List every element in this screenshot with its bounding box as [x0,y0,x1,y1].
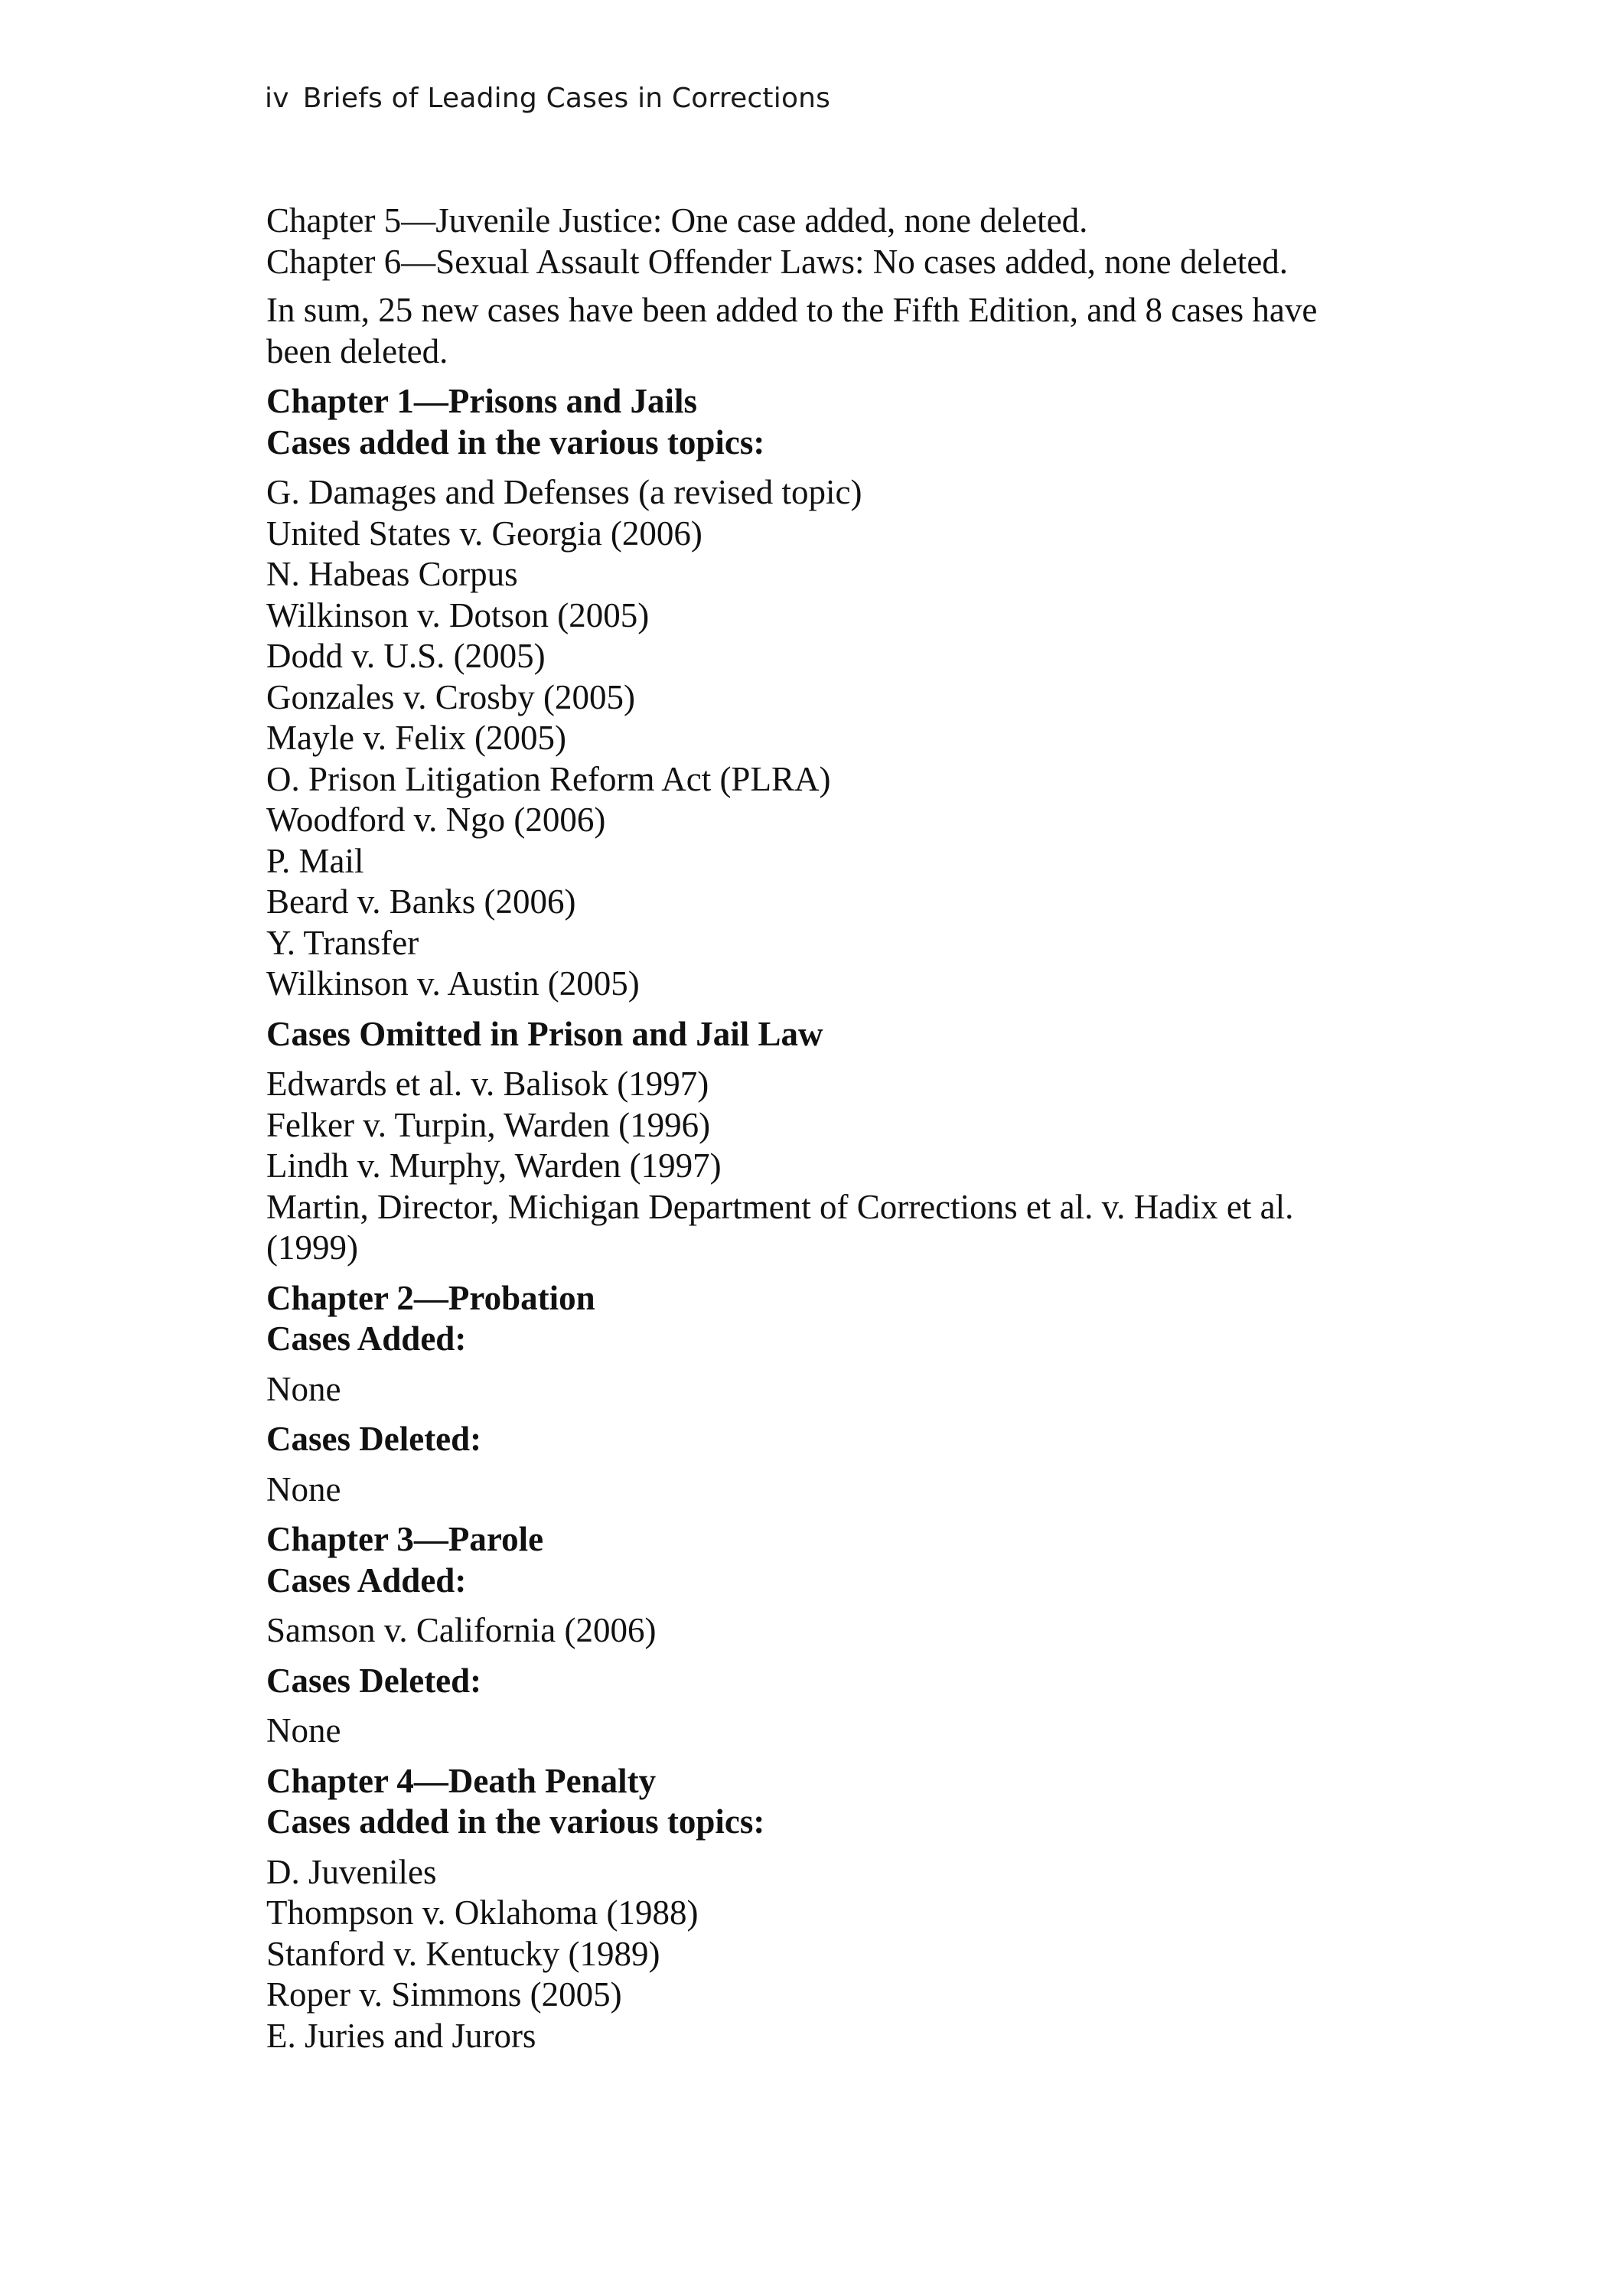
chapter-1-added-list [266,472,1353,1005]
chapter-4-added-list [266,1852,1353,2057]
chapter-1-section [266,381,1353,1269]
summary-paragraph: In sum, 25 new cases have been added to the Fifth Edition, and 8 cases have been deleted. [266,291,1318,370]
chapter-2-deleted-value: None [266,1469,341,1508]
list-item: Y. Transfer [266,923,419,962]
list-item: Wilkinson v. Austin (2005) [266,964,640,1003]
list-item: Felker v. Turpin, Warden (1996) [266,1105,711,1144]
chapter-4-section [266,1761,1353,2057]
chapter-1-omitted-heading: Cases Omitted in Prison and Jail Law [266,1014,823,1053]
list-item: G. Damages and Defenses (a revised topic) [266,473,862,511]
intro-line: Chapter 6—Sexual Assault Offender Laws: No cases added, none deleted. [266,242,1289,281]
page-number: iv [265,83,289,114]
list-item: United States v. Georgia (2006) [266,514,702,553]
list-item: Roper v. Simmons (2005) [266,1975,622,2014]
list-item: E. Juries and Jurors [266,2016,536,2055]
chapter-3-deleted-heading: Cases Deleted: [266,1661,482,1700]
list-item: Dodd v. U.S. (2005) [266,637,546,675]
chapter-4-added-heading: Cases added in the various topics: [266,1802,765,1841]
page-body [266,201,1353,2056]
chapter-2-added-heading: Cases Added: [266,1319,467,1358]
running-head [265,83,830,114]
list-item: O. Prison Litigation Reform Act (PLRA) [266,759,831,798]
chapter-3-added-value: Samson v. California (2006) [266,1611,657,1649]
chapter-2-deleted-heading: Cases Deleted: [266,1420,482,1458]
list-item: Mayle v. Felix (2005) [266,719,567,757]
list-item: Martin, Director, Michigan Department of Corrections et al. v. Hadix et al. (1999) [266,1187,1294,1267]
list-item: Beard v. Banks (2006) [266,882,576,921]
chapter-3-added-heading: Cases Added: [266,1561,467,1600]
intro-line: Chapter 5—Juvenile Justice: One case added, none deleted. [266,201,1088,240]
chapter-4-title: Chapter 4—Death Penalty [266,1761,657,1800]
list-item: Edwards et al. v. Balisok (1997) [266,1065,709,1103]
list-item: P. Mail [266,841,364,880]
chapter-1-title: Chapter 1—Prisons and Jails [266,382,698,420]
book-title: Briefs of Leading Cases in Corrections [302,83,831,114]
list-item: Lindh v. Murphy, Warden (1997) [266,1146,722,1185]
list-item: Thompson v. Oklahoma (1988) [266,1893,699,1932]
chapter-2-section [266,1278,1353,1511]
chapter-3-deleted-value: None [266,1711,341,1750]
chapter-2-added-value: None [266,1369,341,1408]
list-item: N. Habeas Corpus [266,555,518,593]
chapter-1-omitted-list [266,1064,1353,1269]
list-item: D. Juveniles [266,1852,437,1891]
chapter-1-added-heading: Cases added in the various topics: [266,422,765,461]
list-item: Gonzales v. Crosby (2005) [266,677,635,716]
list-item: Stanford v. Kentucky (1989) [266,1934,660,1973]
list-item: Woodford v. Ngo (2006) [266,801,606,839]
chapter-2-title: Chapter 2—Probation [266,1278,595,1317]
chapter-3-title: Chapter 3—Parole [266,1520,544,1558]
list-item: Wilkinson v. Dotson (2005) [266,595,650,634]
chapter-3-section [266,1519,1353,1752]
